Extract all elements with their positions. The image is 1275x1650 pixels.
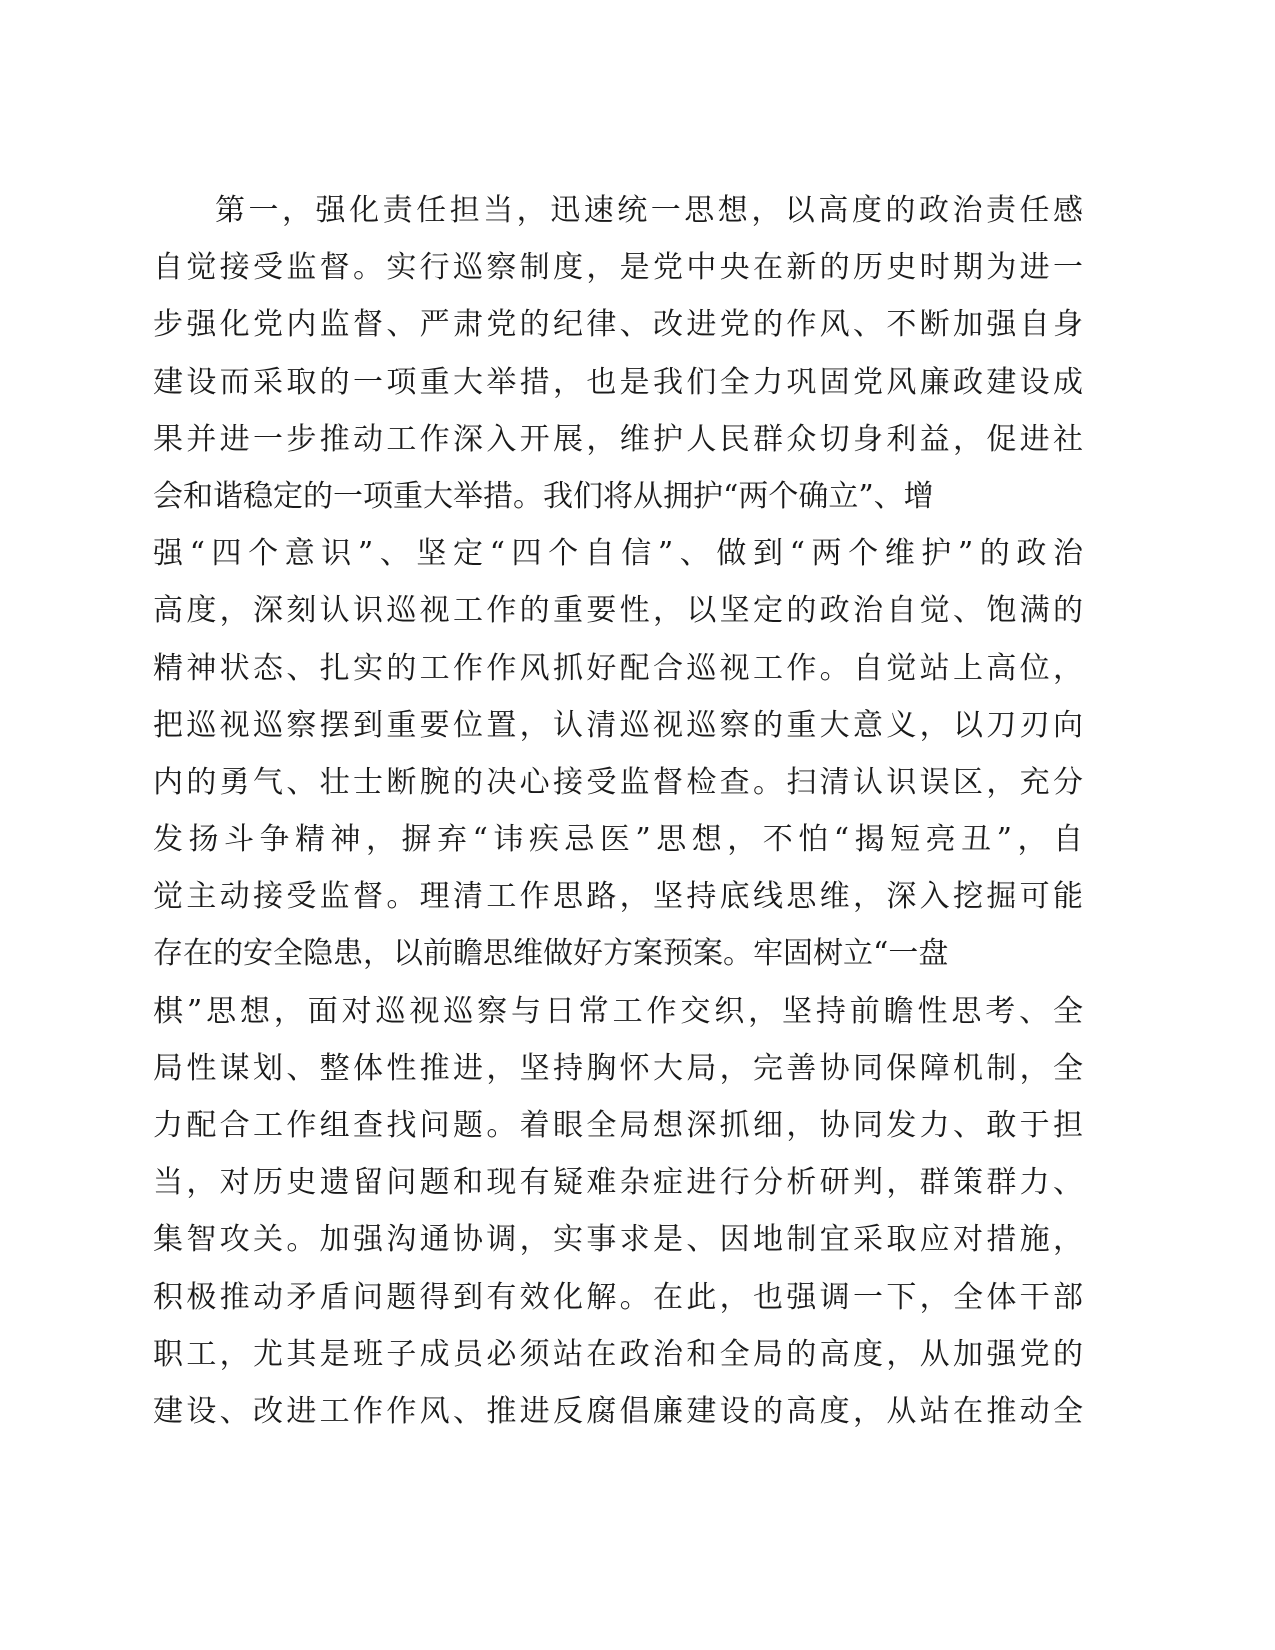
text-line: 觉主动接受监督。理清工作思路，坚持底线思维，深入挖掘可能 <box>153 879 1083 915</box>
text-line: 发扬斗争精神，摒弃“讳疾忌医”思想，不怕“揭短亮丑”，自 <box>153 822 1083 858</box>
text-line: 高度，深刻认识巡视工作的重要性，以坚定的政治自觉、饱满的 <box>153 593 1083 629</box>
text-line: 精神状态、扎实的工作作风抓好配合巡视工作。自觉站上高位， <box>153 650 1083 686</box>
text-line: 把巡视巡察摆到重要位置，认清巡视巡察的重大意义，以刀刃向 <box>153 707 1083 743</box>
text-line: 步强化党内监督、严肃党的纪律、改进党的作风、不断加强自身 <box>153 307 1083 343</box>
text-line: 局性谋划、整体性推进，坚持胸怀大局，完善协同保障机制，全 <box>153 1050 1083 1086</box>
text-line: 会和谐稳定的一项重大举措。我们将从拥护“两个确立”、增 <box>153 478 934 514</box>
text-line: 果并进一步推动工作深入开展，维护人民群众切身利益，促进社 <box>153 421 1083 457</box>
text-line: 自觉接受监督。实行巡察制度，是党中央在新的历史时期为进一 <box>153 250 1083 286</box>
text-line: 建设而采取的一项重大举措，也是我们全力巩固党风廉政建设成 <box>153 364 1083 400</box>
text-line: 集智攻关。加强沟通协调，实事求是、因地制宜采取应对措施， <box>153 1222 1083 1258</box>
text-line: 积极推动矛盾问题得到有效化解。在此，也强调一下，全体干部 <box>153 1279 1083 1315</box>
text-line: 存在的安全隐患，以前瞻思维做好方案预案。牢固树立“一盘 <box>153 936 949 972</box>
text-line: 建设、改进工作作风、推进反腐倡廉建设的高度，从站在推动全 <box>153 1393 1083 1429</box>
text-line: 强“四个意识”、坚定“四个自信”、做到“两个维护”的政治 <box>153 536 1083 572</box>
text-line: 当，对历史遗留问题和现有疑难杂症进行分析研判，群策群力、 <box>153 1165 1083 1201</box>
text-line: 第一，强化责任担当，迅速统一思想，以高度的政治责任感 <box>215 193 1083 228</box>
text-line: 棋”思想，面对巡视巡察与日常工作交织，坚持前瞻性思考、全 <box>153 993 1083 1029</box>
text-line: 内的勇气、壮士断腕的决心接受监督检查。扫清认识误区，充分 <box>153 764 1083 800</box>
text-line: 力配合工作组查找问题。着眼全局想深抓细，协同发力、敢于担 <box>153 1108 1083 1143</box>
body-paragraph <box>153 182 1083 1440</box>
text-line: 职工，尤其是班子成员必须站在政治和全局的高度，从加强党的 <box>153 1336 1083 1372</box>
